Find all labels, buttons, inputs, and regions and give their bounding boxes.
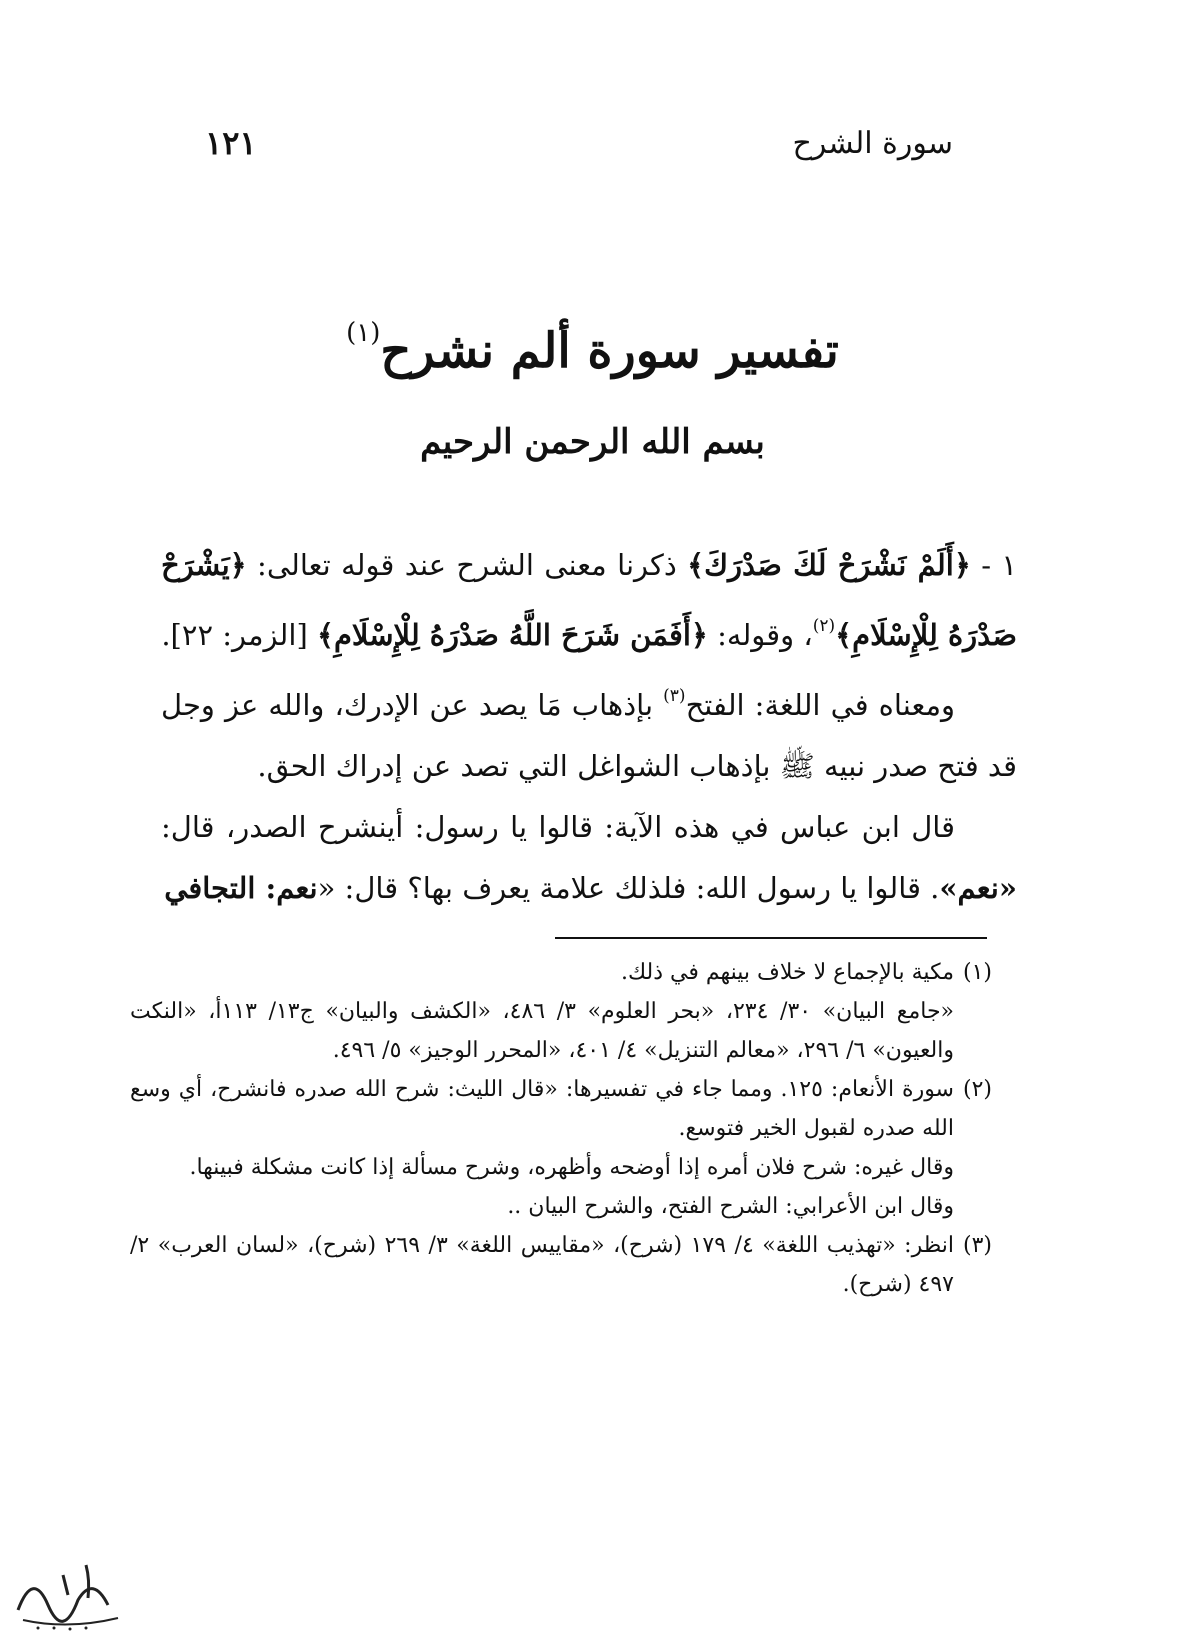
footnotes: [130, 953, 990, 1304]
footnote-line: مكية بالإجماع لا خلاف بينهم في ذلك.: [621, 960, 954, 985]
paragraph-text: قال ابن عباس في هذه الآية: قالوا يا رسول: أينشرح الصدر، قال:: [161, 810, 955, 844]
footnote-line: وقال ابن الأعرابي: الشرح الفتح، والشرح البيان ..: [507, 1194, 954, 1219]
footnote-line: «جامع البيان» ٣٠/ ٢٣٤، «بحر العلوم» ٣/ ٤٨٦، «الكشف والبيان» ج١٣/ ١١٣أ، «النكت والعيون» ٦/ ٢٩٦، «معالم التنزيل» ٤/ ٤٠١، «المحرر الوجيز» ٥/ ٤٩٦.: [130, 999, 955, 1063]
watermark-logo: [8, 1550, 128, 1640]
page-header: [205, 118, 953, 168]
footnote-1: [130, 953, 990, 1070]
footnote-number: (٣): [962, 1233, 992, 1258]
paragraph-1: [161, 535, 1017, 666]
quran-verse: ﴿يَشْرَحْ صَدْرَهُ لِلْإِسْلَامِ﴾: [161, 548, 1017, 652]
bold-text: «نعم»: [939, 871, 1017, 905]
running-title: سورة الشرح: [792, 126, 953, 161]
footnote-3: [130, 1226, 990, 1304]
footnote-line: انظر: «تهذيب اللغة» ٤/ ١٧٩ (شرح)، «مقاييس اللغة» ٣/ ٢٦٩ (شرح)، «لسان العرب» ٢/ ٤٩٧ (شرح).: [130, 1233, 955, 1297]
bold-text: نعم: التجافي: [164, 871, 318, 905]
paragraph-text: [الزمر: ٢٢].: [161, 618, 317, 652]
calligraphy-logo-icon: [8, 1550, 128, 1640]
main-text: [161, 535, 1017, 919]
chapter-title-footnote-ref: (١): [346, 318, 381, 348]
quran-verse: ﴿أَلَمْ نَشْرَحْ لَكَ صَدْرَكَ﴾: [687, 548, 971, 582]
footnote-ref: (٢): [812, 616, 836, 636]
footnote-ref: (٣): [663, 686, 686, 706]
page-number: ١٢١: [205, 124, 257, 162]
paragraph-text: ومعناه في اللغة: الفتح: [685, 688, 955, 722]
paragraph-text: . قالوا يا رسول الله: فلذلك علامة يعرف بها؟ قال: «: [317, 871, 940, 905]
chapter-title: [0, 318, 1185, 379]
verse-number: ١ -: [970, 548, 1017, 582]
footnote-number: (٢): [962, 1077, 992, 1102]
paragraph-text: بإذهاب مَا يصد عن الإدرك، والله عز وجل قد فتح صدر نبيه ﷺ بإذهاب الشواغل التي تصد عن إدراك الحق.: [161, 688, 1017, 783]
paragraph-text: ، وقوله:: [707, 618, 813, 652]
footnote-line: وقال غيره: شرح فلان أمره إذا أوضحه وأظهره، وشرح مسألة إذا كانت مشكلة فبينها.: [189, 1155, 954, 1180]
paragraph-text: ذكرنا معنى الشرح عند قوله تعالى:: [246, 548, 688, 582]
footnote-number: (١): [962, 960, 992, 985]
quran-verse: ﴿أَفَمَن شَرَحَ اللَّهُ صَدْرَهُ لِلْإِسْلَامِ﴾: [316, 618, 708, 652]
chapter-title-text: تفسير سورة ألم نشرح: [380, 323, 839, 379]
footnote-line: سورة الأنعام: ١٢٥. ومما جاء في تفسيرها: «قال الليث: شرح الله صدره فانشرح، أي وسع الله صدره لقبول الخير فتوسع.: [130, 1077, 954, 1141]
paragraph-2: [161, 666, 1017, 797]
footnote-divider: [555, 937, 987, 939]
footnote-2: [130, 1070, 990, 1226]
basmala: بسم الله الرحمن الرحيم: [420, 422, 765, 462]
paragraph-3: [161, 797, 1017, 919]
